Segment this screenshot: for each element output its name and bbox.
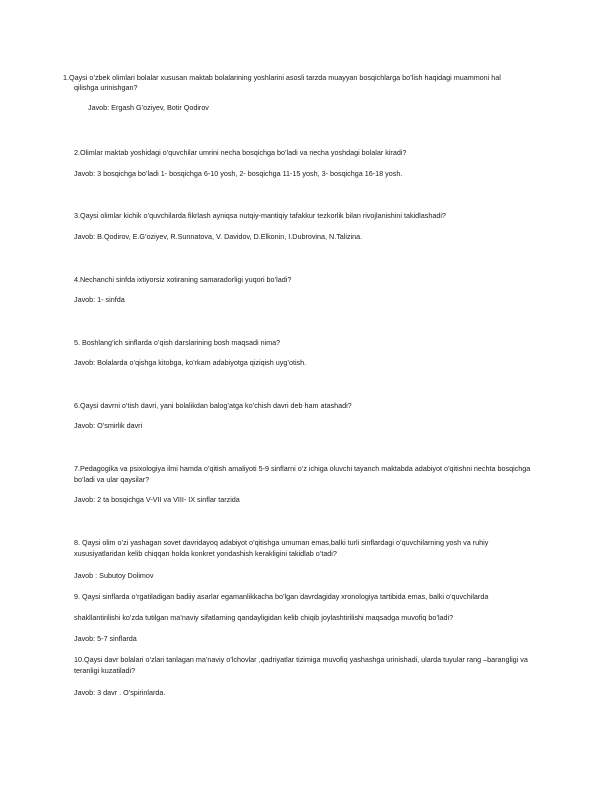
- question-1-line-2: qilishga urinishgan?: [74, 83, 138, 92]
- answer-3: Javob: B.Qodirov, E.G’oziyev, R.Sunnatova, V. Davidov, D.Elkonin, I.Dubrovina, N.Talizina.: [74, 232, 363, 241]
- answer-5: Javob: Bolalarda o’qishga kitobga, ko’rkam adabiyotga qiziqish uyg’otish.: [74, 358, 307, 367]
- question-10-line-1: 10.Qaysi davr bolalari o’zlari tanlagan ma’naviy o’lchovlar ,qadriyatlar tizimiga muvofiq yashashga urinishadi, ularda tuyular rang –barangligi va: [74, 655, 528, 664]
- answer-1: Javob: Ergash G’oziyev, Botir Qodirov: [88, 103, 209, 112]
- question-3: 3.Qaysi olimlar kichik o’quvchilarda fikrlash ayniqsa nutqiy-mantiqiy tafakkur tezkorlik bilan rivojlanishini takidlashadi?: [74, 211, 446, 220]
- question-7-line-2: bo’ladi va ular qaysilar?: [74, 475, 150, 484]
- question-8-line-2: xususiyatlaridan kelib chiqqan holda konkret yondashish kerakligini takidlab o’tadi?: [74, 549, 337, 558]
- question-1-line-1: 1.Qaysi o’zbek olimlari bolalar xususan maktab bolalarining yoshlarini asosli tarzda muayyan bosqichlarga bo’lish haqidagi muammoni hal: [63, 73, 501, 82]
- question-10-line-2: teranligi kuzatiladi?: [74, 666, 136, 675]
- answer-8: Javob : Subutoy Dolimov: [74, 571, 154, 580]
- question-9-line-1: 9. Qaysi sinflarda o’rgatiladigan badiiy asarlar egamanlikkacha bo’lgan davrdagiday xronologiya tartibida emas, balki o’quvchilarda: [74, 592, 489, 601]
- answer-10: Javob: 3 davr . O’spirinlarda.: [74, 688, 166, 697]
- question-2: 2.Olimlar maktab yoshidagi o’quvchilar umrini necha bosqichga bo’ladi va necha yoshdagi bolalar kiradi?: [74, 148, 407, 157]
- answer-7: Javob: 2 ta bosqichga V-VII va VIII- IX sinflar tarzida: [74, 495, 240, 504]
- question-5: 5. Boshlang’ich sinflarda o’qish darslarining bosh maqsadi nima?: [74, 338, 281, 347]
- answer-6: Javob: O’smirlik davri: [74, 421, 143, 430]
- question-4: 4.Nechanchi sinfda ixtiyorsiz xotiraning samaradorligi yuqori bo’ladi?: [74, 275, 292, 284]
- question-9-line-2: shakllantirilishi ko’zda tutilgan ma’naviy sifatlarning qandayligidan kelib chiqib joylashtirilishi maqsadga muvofiq bo’ladi?: [74, 613, 454, 622]
- answer-9: Javob: 5-7 sinflarda: [74, 634, 137, 643]
- question-7-line-1: 7.Pedagogika va psixologiya ilmi hamda o’qitish amaliyoti 5-9 sinflarni o’z ichiga oluvchi tayanch maktabda adabiyot o’qitishni nechta bosqichga: [74, 464, 531, 473]
- question-8-line-1: 8. Qaysi olim o’zi yashagan sovet davridayoq adabiyot o’qitishga umuman emas,balki turli sinflardagi o’quvchilarning yosh va ruhiy: [74, 538, 489, 547]
- answer-4: Javob: 1- sinfda: [74, 295, 125, 304]
- question-6: 6.Qaysi davrni o’tish davri, yani bolalikdan balog’atga ko’chish davri deb ham atashadi?: [74, 401, 352, 410]
- answer-2: Javob: 3 bosqichga bo’ladi 1- bosqichga 6-10 yosh, 2- bosqichga 11-15 yosh, 3- bosqichga 16-18 yosh.: [74, 169, 403, 178]
